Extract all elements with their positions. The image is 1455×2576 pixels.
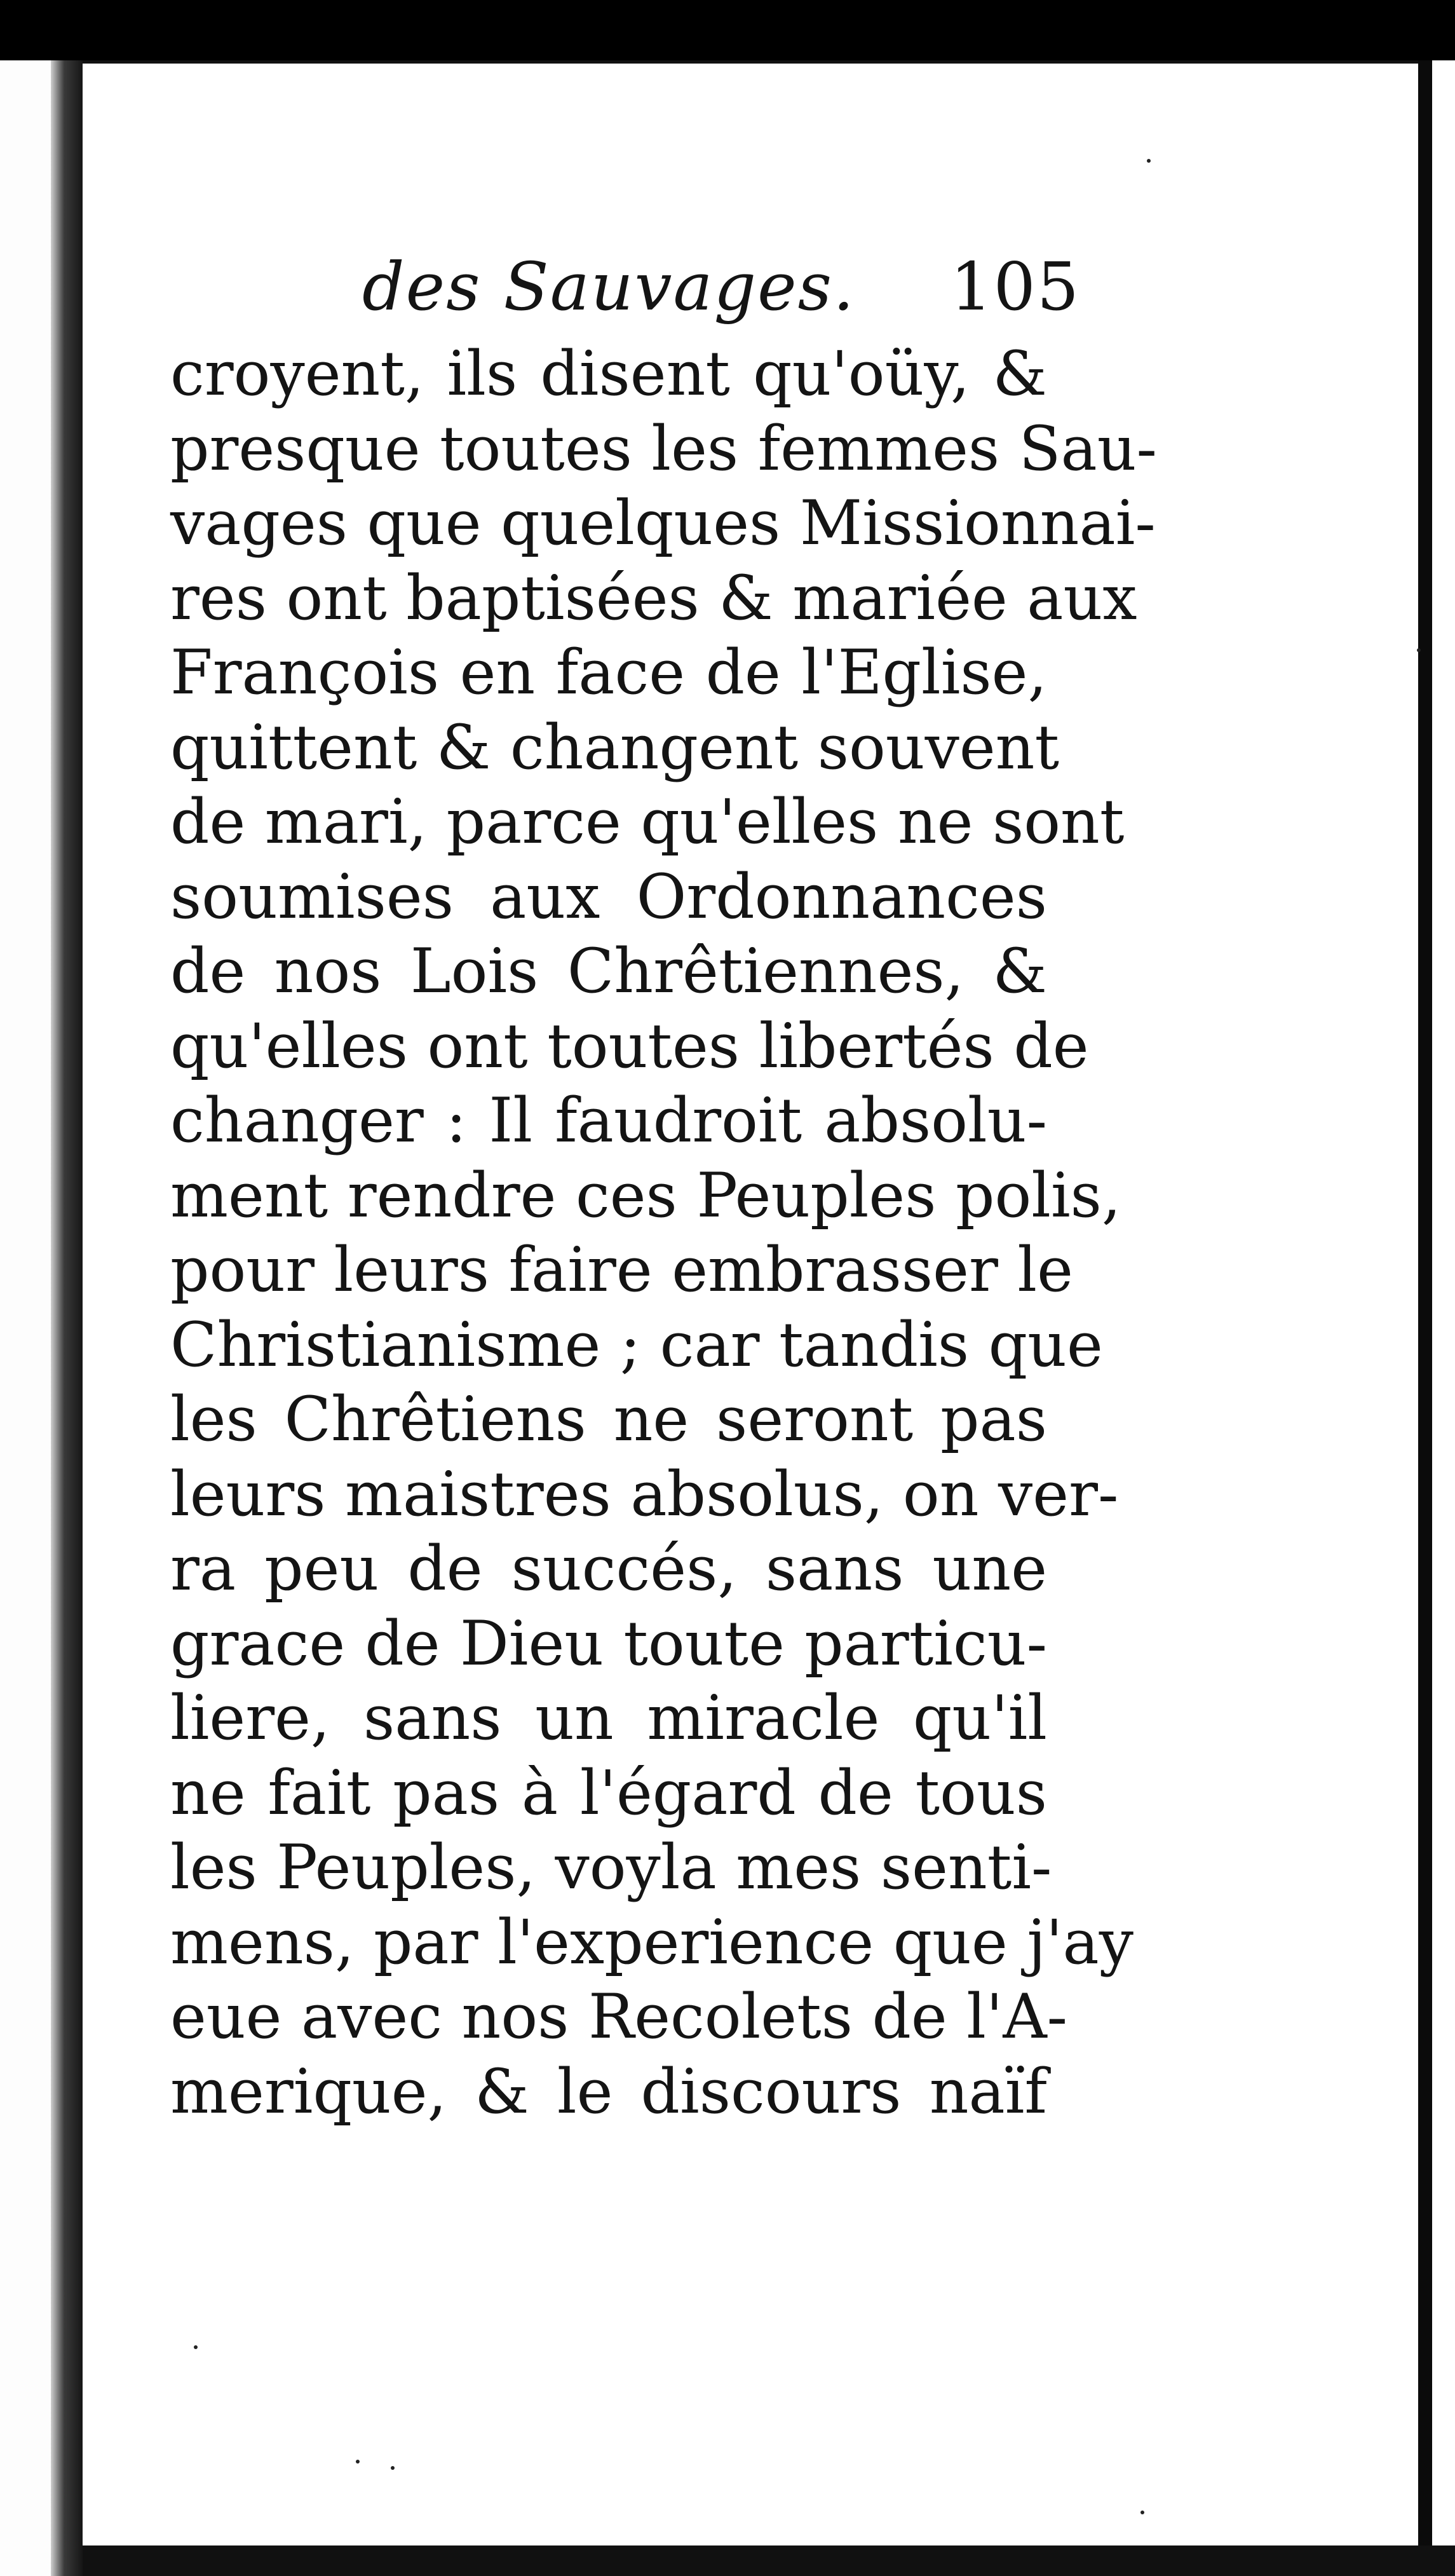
text-line: eue avec nos Recolets de l'A- bbox=[170, 1981, 1068, 2052]
text-line: les Peuples, voyla mes senti- bbox=[170, 1832, 1052, 1903]
running-head bbox=[356, 248, 1080, 331]
paper-speck bbox=[1417, 648, 1421, 652]
page-number: 105 bbox=[950, 248, 1080, 325]
text-line: res ont baptisées & mariée aux bbox=[170, 562, 1137, 634]
text-line: quittent & changent souvent bbox=[170, 711, 1060, 783]
text-line: les Chrêtiens ne seront pas bbox=[170, 1384, 1047, 1455]
text-line: liere, sans un miracle qu'il bbox=[170, 1682, 1047, 1754]
body-text bbox=[170, 337, 1157, 2129]
text-line: presque toutes les femmes Sau- bbox=[170, 412, 1157, 484]
text-line: Christianisme ; car tandis que bbox=[170, 1309, 1103, 1380]
running-title: des Sauvages. bbox=[362, 248, 856, 325]
text-line: croyent, ils disent qu'oüy, & bbox=[170, 338, 1047, 409]
text-line: mens, par l'experience que j'ay bbox=[170, 1906, 1134, 1978]
text-line: François en face de l'Eglise, bbox=[170, 637, 1047, 708]
text-line: qu'elles ont toutes libertés de bbox=[170, 1010, 1089, 1082]
page-fore-edge bbox=[1418, 60, 1455, 2576]
paper-speck bbox=[1140, 2511, 1144, 2514]
text-line: ra peu de succés, sans une bbox=[170, 1533, 1047, 1604]
text-line: changer : Il faudroit absolu- bbox=[170, 1085, 1047, 1156]
text-line: pour leurs faire embrasser le bbox=[170, 1234, 1073, 1305]
text-line: de nos Lois Chrêtiennes, & bbox=[170, 936, 1047, 1007]
paper-speck bbox=[194, 2345, 198, 2349]
text-line: leurs maistres absolus, on ver- bbox=[170, 1458, 1119, 1530]
text-line: de mari, parce qu'elles ne sont bbox=[170, 786, 1125, 857]
paper-speck bbox=[1147, 159, 1151, 163]
text-line: vages que quelques Missionnai- bbox=[170, 487, 1156, 559]
text-line: ment rendre ces Peuples polis, bbox=[170, 1159, 1121, 1231]
text-line: merique, & le discours naïf bbox=[170, 2055, 1047, 2127]
text-line: soumises aux Ordonnances bbox=[170, 861, 1047, 932]
text-line: grace de Dieu toute particu- bbox=[170, 1607, 1047, 1679]
text-line: ne fait pas à l'égard de tous bbox=[170, 1757, 1047, 1829]
paper-speck bbox=[391, 2466, 395, 2470]
page-bottom-shadow bbox=[83, 2545, 1455, 2576]
paper-speck bbox=[356, 2460, 360, 2464]
